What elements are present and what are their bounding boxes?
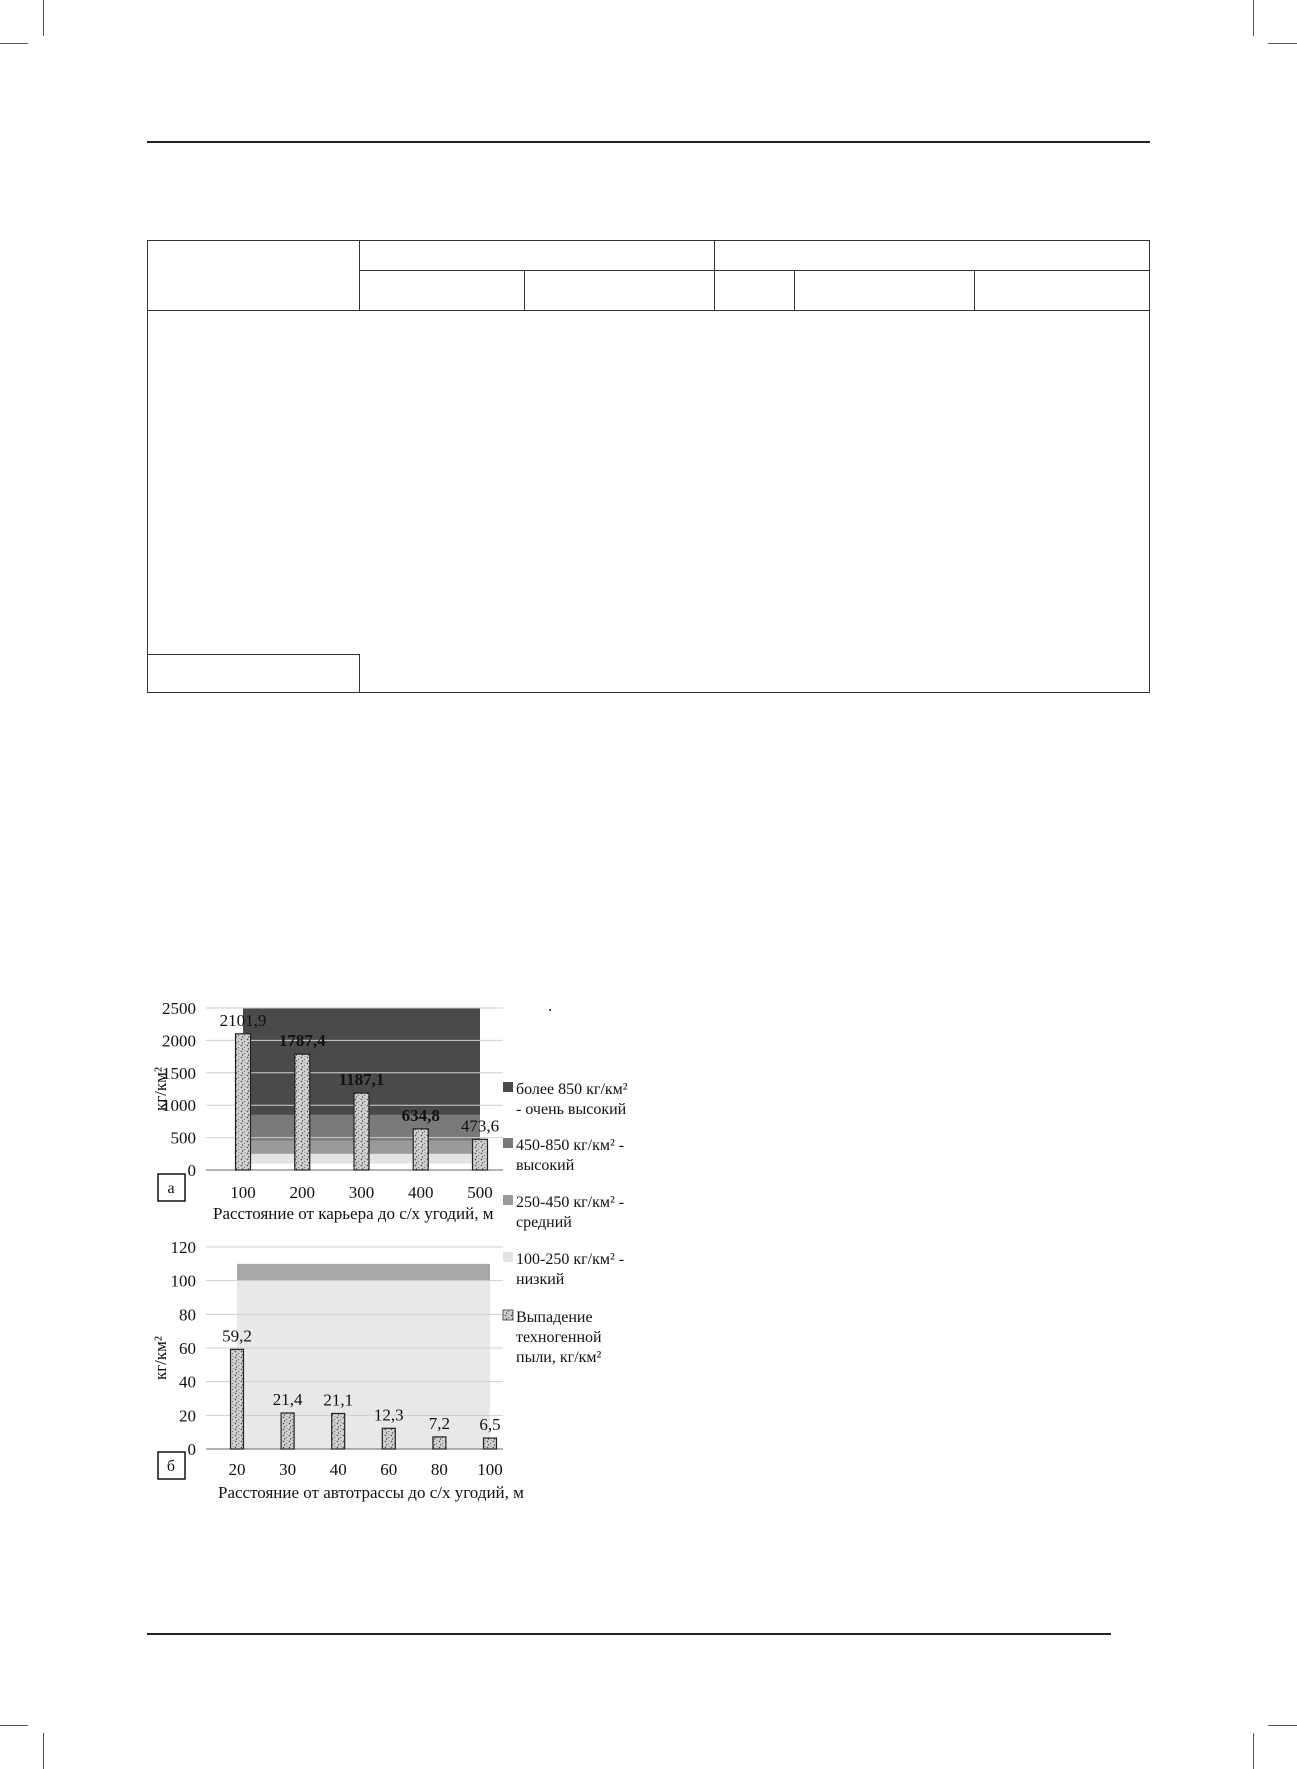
bar [332,1413,345,1449]
y-tick-label: 100 [170,1271,196,1291]
x-axis-title: Расстояние от автотрассы до с/х угодий, м [218,1483,524,1502]
legend-label: более 850 кг/км² [516,1081,628,1098]
y-tick-label: 80 [179,1305,196,1325]
bar [295,1054,310,1170]
y-tick-label: 40 [179,1372,196,1392]
data-label: 21,4 [272,1389,303,1409]
legend-label: 450-850 кг/км² - [516,1137,625,1154]
panel-label: а [167,1180,175,1197]
y-tick-label: 1500 [162,1063,196,1083]
y-tick-label: 20 [179,1406,196,1426]
y-tick-label: 120 [170,1238,196,1257]
legend-label: низкий [516,1271,565,1288]
legend [503,1081,628,1366]
bar [236,1034,251,1170]
data-label: 12,3 [373,1405,404,1425]
y-axis-title: кг/км² [151,1335,170,1381]
y-tick-label: 2000 [162,1031,196,1051]
data-label: 6,5 [479,1415,501,1435]
legend-label: 100-250 кг/км² - [516,1251,625,1268]
data-label: 7,2 [428,1413,451,1433]
band [237,1264,490,1281]
x-tick-label: 100 [230,1183,256,1202]
data-label: 59,2 [222,1326,252,1346]
chart-a [151,999,503,1223]
y-axis-title: кг/км² [151,1066,170,1112]
legend-label: средний [516,1214,572,1231]
panel-label: б [166,1458,176,1475]
legend-swatch [503,1138,513,1148]
x-tick-label: 30 [279,1460,297,1479]
bar [382,1428,395,1449]
bar [413,1129,428,1170]
x-tick-label: 200 [289,1183,315,1202]
legend-label: - очень высокий [516,1101,627,1118]
data-label: 473,6 [460,1116,500,1136]
bar [281,1413,294,1449]
bar [473,1139,488,1170]
y-tick-label: 2500 [162,999,196,1018]
chart-b [151,1238,524,1502]
x-axis-title: Расстояние от карьера до с/х угодий, м [213,1204,494,1223]
legend-swatch [503,1252,513,1262]
bar [433,1437,446,1449]
x-tick-label: 400 [408,1183,434,1202]
data-label: 21,1 [323,1390,354,1410]
x-tick-label: 300 [348,1183,375,1202]
data-label: 1187,1 [338,1070,385,1090]
band [237,1281,490,1449]
x-tick-label: 60 [380,1460,398,1479]
legend-label: техногенной [516,1329,602,1346]
legend-swatch [503,1082,513,1092]
legend-label: пыли, кг/км² [516,1349,602,1366]
data-label: 1787,4 [278,1031,326,1051]
x-tick-label: 100 [477,1460,503,1479]
bar [484,1438,497,1449]
x-tick-label: 20 [228,1460,246,1479]
legend-label: высокий [516,1157,575,1174]
data-label: 634,8 [401,1105,440,1125]
x-tick-label: 500 [467,1183,493,1202]
stray-mark: . [548,996,553,1015]
bar [354,1093,369,1170]
y-tick-label: 1000 [162,1096,196,1116]
legend-label: 250-450 кг/км² - [516,1194,625,1211]
y-tick-label: 60 [179,1339,196,1358]
legend-swatch [503,1195,513,1205]
y-tick-label: 500 [170,1128,196,1148]
y-tick-label: 0 [187,1440,196,1459]
data-label: 2101,9 [219,1010,267,1030]
y-tick-label: 0 [187,1161,196,1180]
legend-swatch [503,1310,513,1320]
bar [231,1349,244,1449]
legend-label: Выпадение [516,1309,593,1326]
x-tick-label: 80 [430,1460,448,1479]
x-tick-label: 40 [329,1460,347,1479]
